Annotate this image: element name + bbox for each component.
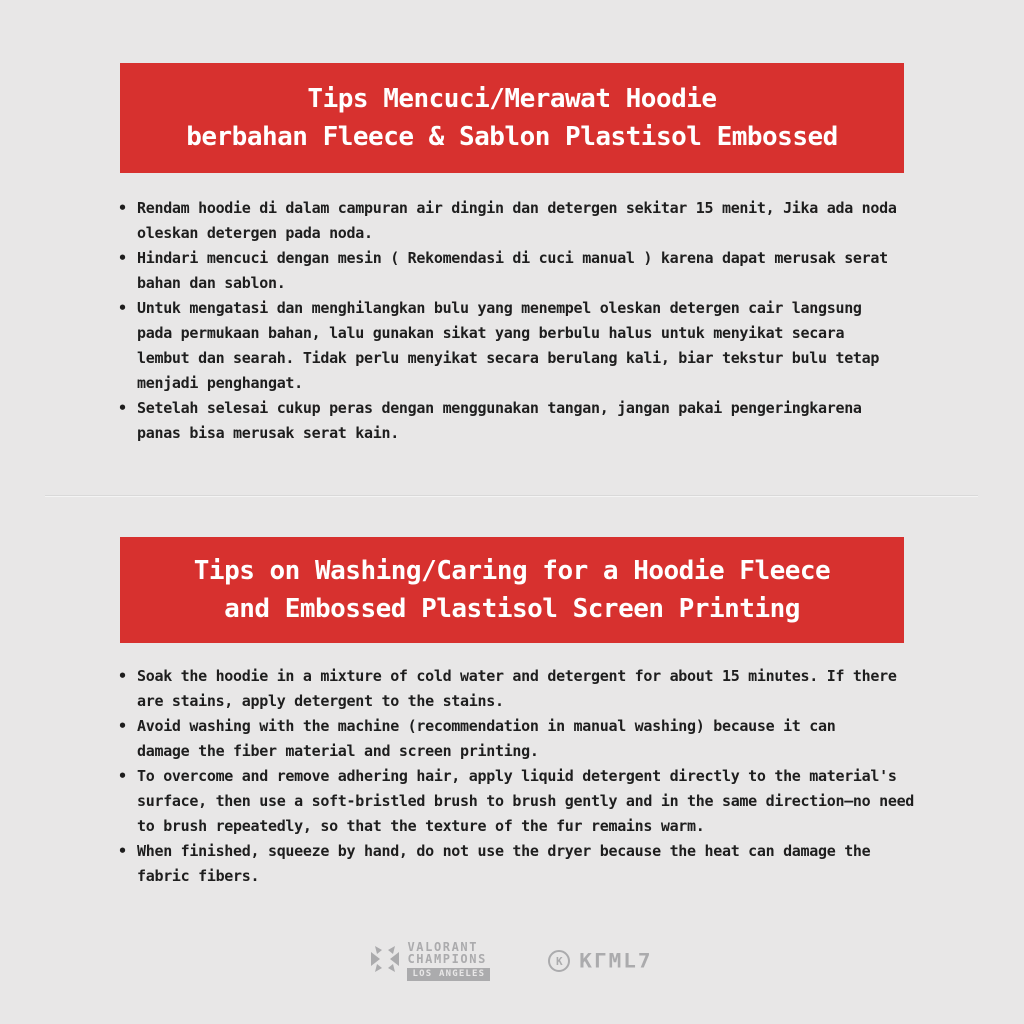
bullet-line: surface, then use a soft-bristled brush to brush gently and in the same direction—no need <box>137 792 915 810</box>
section-divider <box>45 495 978 496</box>
los-angeles-badge: LOS ANGELES <box>407 968 490 981</box>
care-instructions-list-en <box>118 664 930 889</box>
k-circle-icon <box>548 950 570 972</box>
care-instructions-list-id <box>118 196 930 446</box>
section-header-en <box>120 537 904 643</box>
bullet-icon: • <box>118 199 127 217</box>
bullet-line: menjadi penghangat. <box>137 374 303 392</box>
list-item <box>118 839 930 889</box>
bullet-icon: • <box>118 299 127 317</box>
bullet-line: bahan dan sablon. <box>137 274 286 292</box>
header-title-line: and Embossed Plastisol Screen Printing <box>224 594 800 624</box>
list-item <box>118 396 930 446</box>
header-title-line: berbahan Fleece & Sablon Plastisol Embossed <box>186 122 838 152</box>
champions-wordmark: CHAMPIONS <box>407 952 487 966</box>
footer-logos <box>0 941 1024 981</box>
bullet-icon: • <box>118 717 127 735</box>
valorant-champions-logo <box>371 941 490 981</box>
bullet-icon: • <box>118 842 127 860</box>
bullet-line: pada permukaan bahan, lalu gunakan sikat yang berbulu halus untuk menyikat secara <box>137 324 845 342</box>
header-title-line: Tips Mencuci/Merawat Hoodie <box>307 84 717 114</box>
list-item <box>118 196 930 246</box>
bullet-line: When finished, squeeze by hand, do not use the dryer because the heat can damage the <box>137 842 871 860</box>
bullet-icon: • <box>118 667 127 685</box>
valorant-wordmark: VALORANT <box>407 940 479 954</box>
header-title-line: Tips on Washing/Caring for a Hoodie Fleece <box>193 556 831 586</box>
list-item <box>118 664 930 714</box>
bullet-line: Avoid washing with the machine (recommendation in manual washing) because it can <box>137 717 836 735</box>
krml7-logo <box>548 949 652 973</box>
bullet-line: Soak the hoodie in a mixture of cold water and detergent for about 15 minutes. If there <box>137 667 897 685</box>
k-circle-letter: K <box>555 954 563 968</box>
bullet-line: Setelah selesai cukup peras dengan menggunakan tangan, jangan pakai pengeringkarena <box>137 399 862 417</box>
list-item <box>118 714 930 764</box>
list-item <box>118 764 930 839</box>
list-item <box>118 296 930 396</box>
bullet-line: to brush repeatedly, so that the texture of the fur remains warm. <box>137 817 705 835</box>
bullet-icon: • <box>118 767 127 785</box>
list-item <box>118 246 930 296</box>
bullet-line: To overcome and remove adhering hair, apply liquid detergent directly to the material's <box>137 767 897 785</box>
valorant-champions-icon <box>371 945 399 973</box>
bullet-icon: • <box>118 399 127 417</box>
bullet-line: are stains, apply detergent to the stains. <box>137 692 504 710</box>
bullet-line: panas bisa merusak serat kain. <box>137 424 399 442</box>
bullet-line: lembut dan searah. Tidak perlu menyikat secara berulang kali, biar tekstur bulu tetap <box>137 349 880 367</box>
bullet-line: Untuk mengatasi dan menghilangkan bulu yang menempel oleskan detergen cair langsung <box>137 299 862 317</box>
bullet-line: fabric fibers. <box>137 867 260 885</box>
bullet-line: oleskan detergen pada noda. <box>137 224 373 242</box>
bullet-line: Hindari mencuci dengan mesin ( Rekomendasi di cuci manual ) karena dapat merusak serat <box>137 249 888 267</box>
bullet-line: Rendam hoodie di dalam campuran air dingin dan detergen sekitar 15 menit, Jika ada noda <box>137 199 897 217</box>
bullet-line: damage the fiber material and screen printing. <box>137 742 539 760</box>
section-header-id <box>120 63 904 173</box>
bullet-icon: • <box>118 249 127 267</box>
krml7-wordmark: KГML7 <box>579 949 653 973</box>
